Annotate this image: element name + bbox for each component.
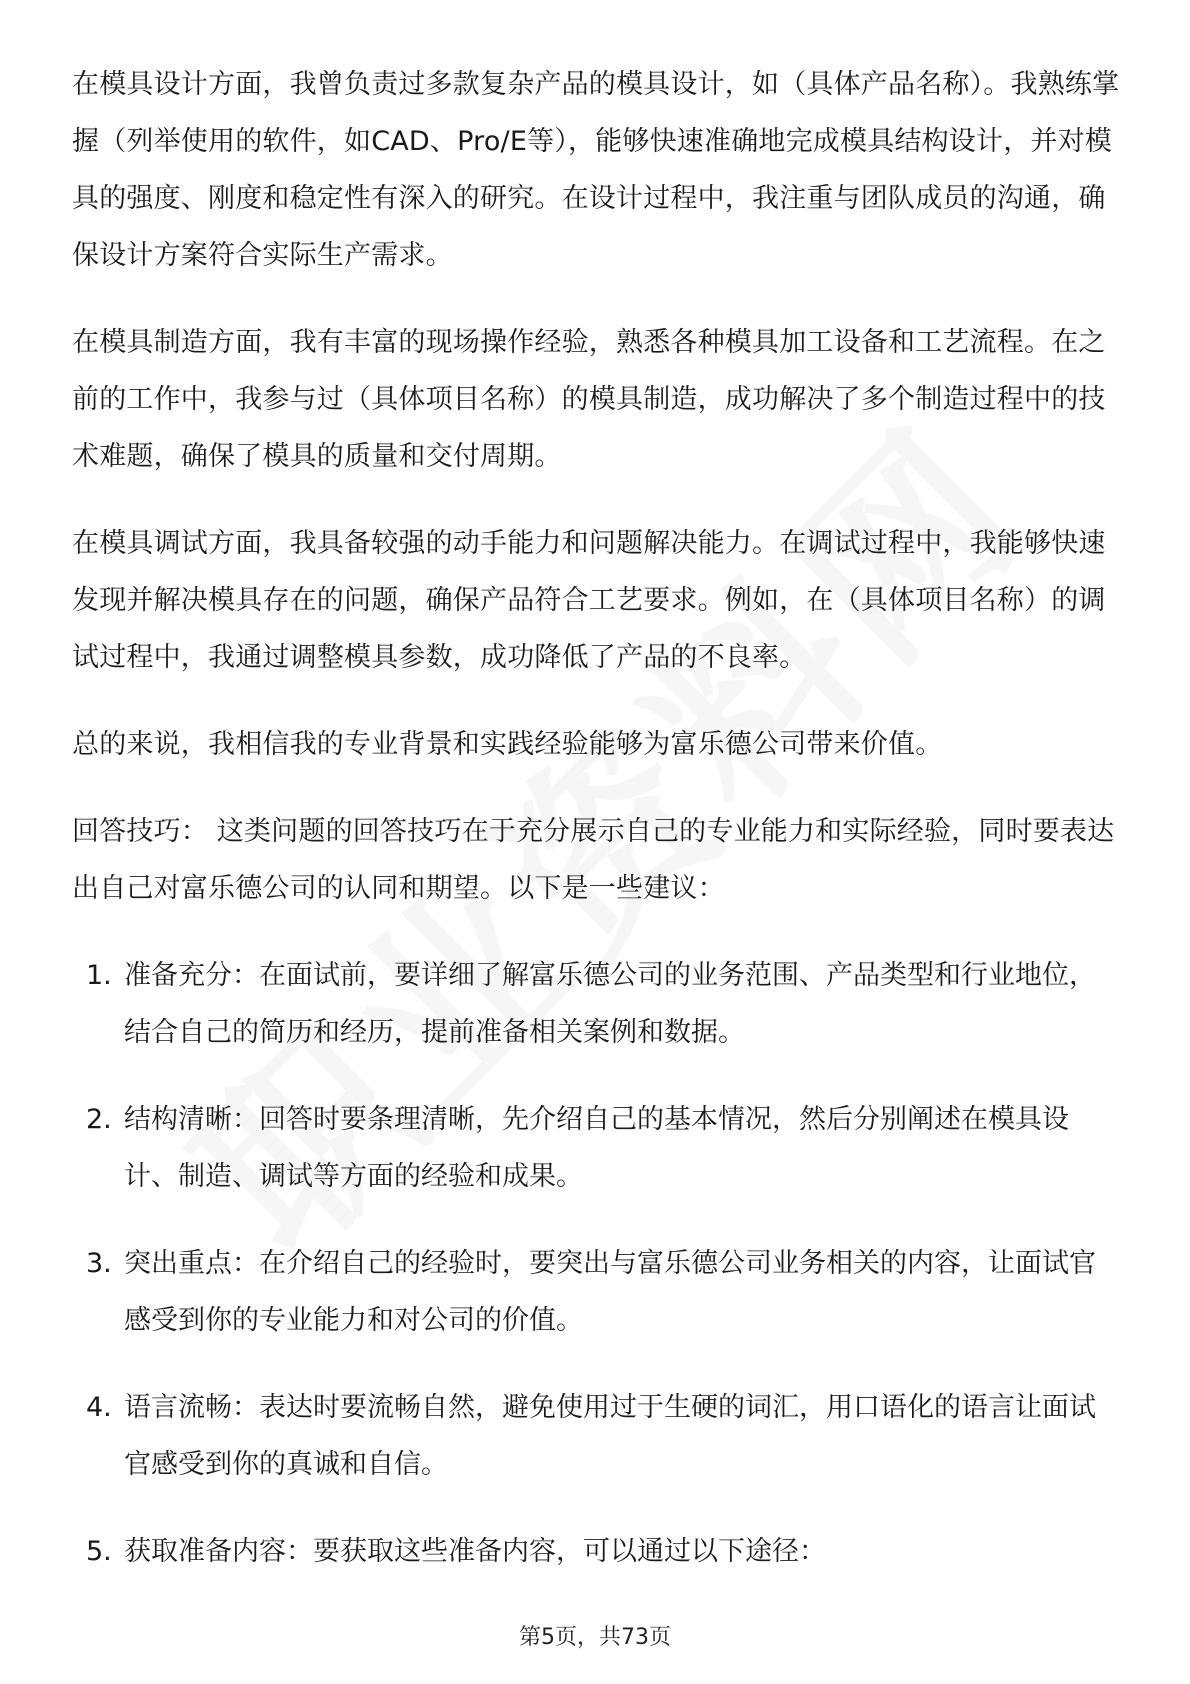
tips-list [72,947,1122,1580]
list-item-number: 2. [86,1104,112,1135]
list-item [72,1091,1122,1205]
list-item-number: 4. [86,1392,112,1423]
paragraph-mold-manufacturing: 在模具制造方面，我有丰富的现场操作经验，熟悉各种模具加工设备和工艺流程。在之前的工作中，我参与过（具体项目名称）的模具制造，成功解决了多个制造过程中的技术难题，确保了模具的质量和交付周期。 [72,327,1106,472]
paragraph-mold-design: 在模具设计方面，我曾负责过多款复杂产品的模具设计，如（具体产品名称）。我熟练掌握（列举使用的软件，如CAD、Pro/E等），能够快速准确地完成模具结构设计，并对模具的强度、刚度和稳定性有深入的研究。在设计过程中，我注重与团队成员的沟通，确保设计方案符合实际生产需求。 [72,69,1120,271]
paragraph-answer-tips: 回答技巧： 这类问题的回答技巧在于充分展示自己的专业能力和实际经验，同时要表达出自己对富乐德公司的认同和期望。以下是一些建议： [72,816,1115,904]
document-body [72,56,1122,1610]
list-item-number: 1. [86,960,112,991]
list-item-text: 突出重点：在介绍自己的经验时，要突出与富乐德公司业务相关的内容，让面试官感受到你的专业能力和对公司的价值。 [124,1248,1096,1336]
list-item-text: 准备充分：在面试前，要详细了解富乐德公司的业务范围、产品类型和行业地位，结合自己的简历和经历，提前准备相关案例和数据。 [124,960,1096,1048]
list-item-text: 语言流畅：表达时要流畅自然，避免使用过于生硬的词汇，用口语化的语言让面试官感受到你的真诚和自信。 [124,1392,1096,1480]
list-item [72,947,1122,1061]
paragraph-summary: 总的来说，我相信我的专业背景和实践经验能够为富乐德公司带来价值。 [72,729,943,760]
list-item [72,1523,1122,1580]
page-number-footer: 第5页，共73页 [519,1625,671,1650]
paragraph-mold-debugging: 在模具调试方面，我具备较强的动手能力和问题解决能力。在调试过程中，我能够快速发现并解决模具存在的问题，确保产品符合工艺要求。例如，在（具体项目名称）的调试过程中，我通过调整模具参数，成功降低了产品的不良率。 [72,528,1106,673]
list-item-text: 获取准备内容：要获取这些准备内容，可以通过以下途径： [124,1536,826,1567]
list-item-number: 5. [86,1536,112,1567]
list-item-text: 结构清晰：回答时要条理清晰，先介绍自己的基本情况，然后分别阐述在模具设计、制造、调试等方面的经验和成果。 [124,1104,1069,1192]
list-item-number: 3. [86,1248,112,1279]
list-item [72,1235,1122,1349]
list-item [72,1379,1122,1493]
